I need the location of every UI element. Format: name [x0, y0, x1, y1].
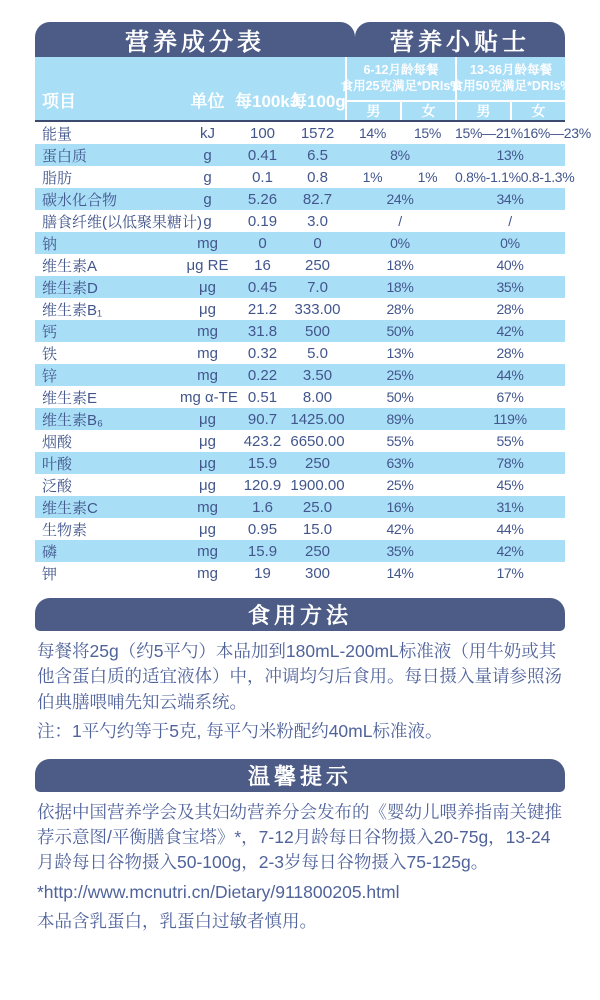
tips-guideline-text: 依据中国营养学会及其妇幼营养分会发布的《婴幼儿喂养指南关键推荐示意图/平衡膳食宝塔》*，7-12月龄每日谷物摄入20-75g，13-24月龄每日谷物摄入50-100g，2-3岁每日谷物摄入75-125g。: [37, 801, 562, 873]
cell-per100kj-value: 1.6: [252, 498, 273, 516]
table-row: [35, 166, 575, 188]
dris-percent-value: 63%: [386, 455, 414, 471]
dris-percent-value: 18%: [386, 279, 414, 295]
dris-percent-value: 28%: [386, 301, 414, 317]
dris-percent-value: 14%: [386, 565, 414, 581]
cell-per100g-value: 7.0: [307, 278, 328, 296]
age-group-6-12-title-line1: 6-12月龄每餐: [363, 62, 439, 77]
cell-per100kj-value: 100: [249, 124, 276, 142]
cell-per100g-value: 82.7: [302, 190, 333, 208]
table-row: [35, 452, 565, 474]
cell-dris-13-36: [455, 213, 565, 229]
cell-dris-13-36: [455, 389, 565, 405]
cell-unit: mg α-TE: [180, 388, 238, 406]
cell-unit: μg: [199, 476, 216, 494]
cell-per100kj-value: 90.7: [247, 410, 278, 428]
male-column-label: 男: [476, 103, 491, 119]
col-header-item: 项目: [42, 92, 76, 111]
cell-dris-6-12: [345, 367, 455, 383]
cell-per100kj-value: 0.95: [247, 520, 278, 538]
cell-unit: μg: [199, 520, 216, 538]
allergy-warning-text: 本品含乳蛋白，乳蛋白过敏者慎用。: [37, 911, 317, 931]
table-header: [35, 57, 572, 122]
cell-unit: g: [203, 168, 212, 186]
dris-percent-value: 13%: [386, 345, 414, 361]
cell-dris-6-12: [345, 499, 455, 515]
cell-unit: mg: [197, 322, 218, 340]
cell-unit: mg: [197, 234, 218, 252]
dris-percent-value: 50%: [386, 389, 414, 405]
cell-unit: mg: [197, 564, 218, 582]
dris-percent-value: 0.8-1.3%: [520, 169, 575, 185]
cell-per100kj-value: 0.51: [247, 388, 278, 406]
cell-item-name: 泛酸: [42, 477, 73, 495]
cell-item-name: 磷: [42, 543, 58, 561]
table-row: [35, 496, 565, 518]
cell-dris-13-36: [455, 301, 565, 317]
cell-unit: μg: [199, 300, 216, 318]
dris-percent-value: 0%: [390, 235, 410, 251]
female-column-label: 女: [400, 102, 455, 120]
dris-percent-value: /: [508, 213, 512, 229]
usage-instructions-text: 每餐将25g（约5平勺）本品加到180mL-200mL标准液（用牛奶或其他含蛋白质的适宜液体）中，冲调均匀后食用。每日摄入量请参照汤伯典膳喂哺先知云端系统。: [37, 641, 562, 712]
col-header-unit: 单位: [190, 92, 225, 111]
cell-unit: g: [203, 212, 212, 230]
dris-percent-value: 42%: [496, 543, 524, 559]
cell-per100kj-value: 5.26: [247, 190, 278, 208]
dris-percent-value: 1%: [362, 169, 383, 185]
cell-dris-13-36: [455, 279, 565, 295]
cell-dris-13-36: [455, 543, 565, 559]
cell-item-name: 生物素: [42, 521, 88, 539]
dris-percent-value: 31%: [496, 499, 524, 515]
table-row: [35, 342, 565, 364]
cell-dris-13-36: [455, 125, 591, 141]
cell-per100g-value: 5.0: [307, 344, 328, 362]
dris-percent-value: 40%: [496, 257, 524, 273]
cell-per100kj-value: 0.32: [247, 344, 278, 362]
cell-unit: μg: [199, 410, 216, 428]
cell-unit: kJ: [200, 124, 215, 142]
tips-section-header: [35, 759, 565, 792]
dris-percent-value: 25%: [386, 367, 414, 383]
table-row: [35, 386, 565, 408]
age-group-6-12-title-line2: 食用25克满足*DRIs%: [340, 78, 462, 93]
dris-percent-value: 67%: [496, 389, 524, 405]
cell-dris-6-12: [345, 543, 455, 559]
cell-unit: mg: [197, 344, 218, 362]
cell-unit: μg: [199, 432, 216, 450]
table-row: [35, 518, 565, 540]
cell-dris-6-12: [345, 565, 455, 581]
cell-item-name: 烟酸: [42, 433, 73, 451]
dris-percent-value: 45%: [496, 477, 524, 493]
cell-per100g-value: 1900.00: [290, 476, 345, 494]
cell-item-name: 钾: [42, 565, 58, 583]
cell-per100g-value: 0.8: [307, 168, 328, 186]
tips-section: [35, 759, 565, 935]
dris-percent-value: 55%: [496, 433, 524, 449]
dris-percent-value: 24%: [386, 191, 414, 207]
cell-dris-6-12: [345, 301, 455, 317]
table-row: [35, 430, 565, 452]
dris-percent-value: 78%: [496, 455, 524, 471]
cell-per100kj-value: 0.19: [247, 212, 278, 230]
cell-per100g-value: 1425.00: [290, 410, 345, 428]
cell-dris-13-36: [455, 257, 565, 273]
cell-item-name: 维生素D: [42, 279, 98, 297]
cell-dris-13-36: [455, 191, 565, 207]
cell-per100g-value: 333.00: [294, 300, 341, 318]
table-row: [35, 320, 565, 342]
cell-dris-6-12: [345, 191, 455, 207]
dris-percent-value: 25%: [386, 477, 414, 493]
dris-percent-value: 8%: [390, 147, 410, 163]
dris-percent-value: 28%: [496, 345, 524, 361]
cell-dris-6-12: [345, 125, 455, 141]
cell-per100g-value: 250: [304, 542, 331, 560]
table-row: [35, 210, 565, 232]
dris-percent-value: 16%: [386, 499, 414, 515]
cell-per100kj-value: 16: [254, 256, 271, 274]
cell-item-name: 维生素B₆: [42, 411, 104, 429]
dris-percent-value: 28%: [496, 301, 524, 317]
dris-percent-value: 89%: [386, 411, 414, 427]
table-row: [35, 298, 565, 320]
cell-item-name: 蛋白质: [42, 147, 88, 165]
cell-dris-13-36: [455, 499, 565, 515]
cell-dris-6-12: [345, 433, 455, 449]
cell-dris-6-12: [345, 477, 455, 493]
cell-dris-6-12: [345, 279, 455, 295]
dris-percent-value: 0%: [500, 235, 520, 251]
table-row: [35, 408, 565, 430]
cell-item-name: 维生素C: [42, 499, 98, 517]
cell-unit: μg RE: [186, 256, 229, 274]
age-group-13-36-header: [450, 57, 572, 120]
section-tabs: [35, 22, 565, 57]
cell-dris-6-12: [345, 455, 455, 471]
cell-per100kj-value: 0.22: [247, 366, 278, 384]
cell-per100g-value: 6.5: [307, 146, 328, 164]
dris-percent-value: 42%: [496, 323, 524, 339]
table-row: [35, 144, 565, 166]
dris-percent-value: 55%: [386, 433, 414, 449]
cell-per100kj-value: 0.1: [252, 168, 273, 186]
cell-unit: μg: [199, 454, 216, 472]
cell-item-name: 脂肪: [42, 169, 73, 187]
cell-per100kj-value: 15.9: [247, 542, 278, 560]
table-row: [35, 540, 565, 562]
cell-dris-6-12: [345, 345, 455, 361]
cell-per100g-value: 15.0: [302, 520, 333, 538]
cell-dris-13-36: [455, 433, 565, 449]
dris-percent-value: 35%: [386, 543, 414, 559]
cell-unit: mg: [197, 366, 218, 384]
cell-per100kj-value: 21.2: [247, 300, 278, 318]
cell-per100kj-value: 31.8: [247, 322, 278, 340]
cell-unit: mg: [197, 542, 218, 560]
dris-percent-value: 14%: [358, 125, 387, 141]
tab-nutrition-tips: [355, 22, 565, 57]
cell-dris-13-36: [455, 169, 575, 185]
usage-note-text: 注：1平勺约等于5克, 每平勺米粉配约40mL标准液。: [37, 721, 443, 742]
dris-percent-value: 44%: [496, 367, 524, 383]
cell-per100g-value: 6650.00: [290, 432, 345, 450]
age-group-6-12-header: [340, 57, 462, 120]
cell-dris-13-36: [455, 147, 565, 163]
table-row: [35, 562, 565, 584]
nutrition-table-body: [35, 122, 591, 584]
usage-section-header: [35, 598, 565, 631]
cell-dris-6-12: [345, 169, 455, 185]
dris-percent-value: 34%: [496, 191, 524, 207]
cell-item-name: 维生素B₁: [42, 301, 103, 319]
table-row: [35, 364, 565, 386]
cell-per100g-value: 250: [304, 454, 331, 472]
dris-percent-value: 15%—21%: [455, 125, 523, 141]
cell-per100kj-value: 0: [258, 234, 267, 252]
male-column-label: 男: [366, 103, 381, 119]
cell-dris-6-12: [345, 389, 455, 405]
usage-section: [35, 598, 565, 745]
dris-percent-value: 17%: [496, 565, 524, 581]
tab-nutrition-facts: [35, 22, 355, 57]
cell-dris-6-12: [345, 257, 455, 273]
cell-dris-13-36: [455, 521, 565, 537]
cell-per100g-value: 8.00: [302, 388, 333, 406]
cell-item-name: 铁: [42, 345, 58, 363]
dris-percent-value: 13%: [496, 147, 524, 163]
cell-item-name: 叶酸: [42, 455, 73, 473]
cell-dris-6-12: [345, 147, 455, 163]
cell-item-name: 维生素E: [42, 389, 98, 407]
cell-unit: mg: [197, 498, 218, 516]
cell-per100g-value: 1572: [300, 124, 335, 142]
dris-percent-value: 42%: [386, 521, 414, 537]
cell-per100g-value: 25.0: [302, 498, 333, 516]
dris-percent-value: /: [398, 213, 402, 229]
cell-per100kj-value: 15.9: [247, 454, 278, 472]
cell-per100g-value: 250: [304, 256, 331, 274]
cell-unit: g: [203, 190, 212, 208]
cell-per100g-value: 500: [304, 322, 331, 340]
cell-per100kj-value: 19: [254, 564, 271, 582]
cell-dris-13-36: [455, 323, 565, 339]
dris-percent-value: 35%: [496, 279, 524, 295]
age-group-6-12-sex-row: [347, 100, 455, 120]
cell-item-name: 钠: [42, 235, 58, 253]
cell-dris-6-12: [345, 235, 455, 251]
cell-per100g-value: 0: [313, 234, 322, 252]
table-row: [35, 254, 565, 276]
cell-per100g-value: 3.0: [307, 212, 328, 230]
tips-section-title: 温馨提示: [247, 763, 352, 789]
table-row: [35, 474, 565, 496]
age-group-13-36-title: [450, 57, 572, 100]
cell-unit: μg: [199, 278, 216, 296]
tab-nutrition-tips-label: 营养小贴士: [390, 29, 530, 56]
cell-dris-13-36: [455, 411, 565, 427]
cell-dris-13-36: [455, 235, 565, 251]
age-group-13-36-title-line2: 食用50克满足*DRIs%: [450, 78, 572, 93]
dris-percent-value: 1%: [417, 169, 438, 185]
cell-item-name: 维生素A: [42, 257, 98, 275]
dris-percent-value: 16%—23%: [522, 125, 591, 141]
table-row: [35, 122, 591, 144]
cell-item-name: 锌: [42, 367, 58, 385]
cell-item-name: 膳食纤维(以低聚果糖计): [42, 213, 202, 231]
dris-percent-value: 0.8%-1.1%: [455, 169, 521, 185]
cell-item-name: 碳水化合物: [42, 191, 118, 209]
col-header-per100kj: 每100kJ: [235, 92, 300, 111]
table-header-left: [35, 57, 345, 120]
dris-percent-value: 15%: [413, 125, 442, 141]
cell-per100kj-value: 0.45: [247, 278, 278, 296]
female-column-label: 女: [510, 102, 565, 120]
cell-dris-13-36: [455, 477, 565, 493]
dris-percent-value: 119%: [493, 411, 527, 427]
dietary-url-text: *http://www.mcnutri.cn/Dietary/911800205.html: [37, 881, 400, 902]
age-group-13-36-sex-row: [457, 100, 565, 120]
dris-percent-value: 18%: [386, 257, 414, 273]
age-group-6-12-title: [340, 57, 462, 100]
cell-dris-13-36: [455, 367, 565, 383]
cell-dris-13-36: [455, 565, 565, 581]
cell-item-name: 钙: [42, 323, 58, 341]
cell-dris-6-12: [345, 411, 455, 427]
cell-per100kj-value: 423.2: [243, 432, 282, 450]
cell-dris-13-36: [455, 345, 565, 361]
cell-per100g-value: 3.50: [302, 366, 333, 384]
usage-section-title: 食用方法: [247, 603, 352, 628]
cell-dris-13-36: [455, 455, 565, 471]
dris-percent-value: 50%: [386, 323, 414, 339]
table-row: [35, 232, 565, 254]
col-header-per100g: 每100g: [290, 92, 346, 111]
cell-per100kj-value: 120.9: [243, 476, 282, 494]
dris-percent-value: 44%: [496, 521, 524, 537]
cell-per100kj-value: 0.41: [247, 146, 278, 164]
age-group-13-36-title-line1: 13-36月龄每餐: [470, 62, 552, 77]
table-row: [35, 276, 565, 298]
cell-dris-6-12: [345, 521, 455, 537]
cell-dris-6-12: [345, 213, 455, 229]
tab-nutrition-facts-label: 营养成分表: [125, 29, 265, 56]
cell-unit: g: [203, 146, 212, 164]
cell-per100g-value: 300: [304, 564, 331, 582]
table-header-right: [340, 57, 572, 120]
cell-item-name: 能量: [42, 125, 73, 143]
table-row: [35, 188, 565, 210]
cell-dris-6-12: [345, 323, 455, 339]
